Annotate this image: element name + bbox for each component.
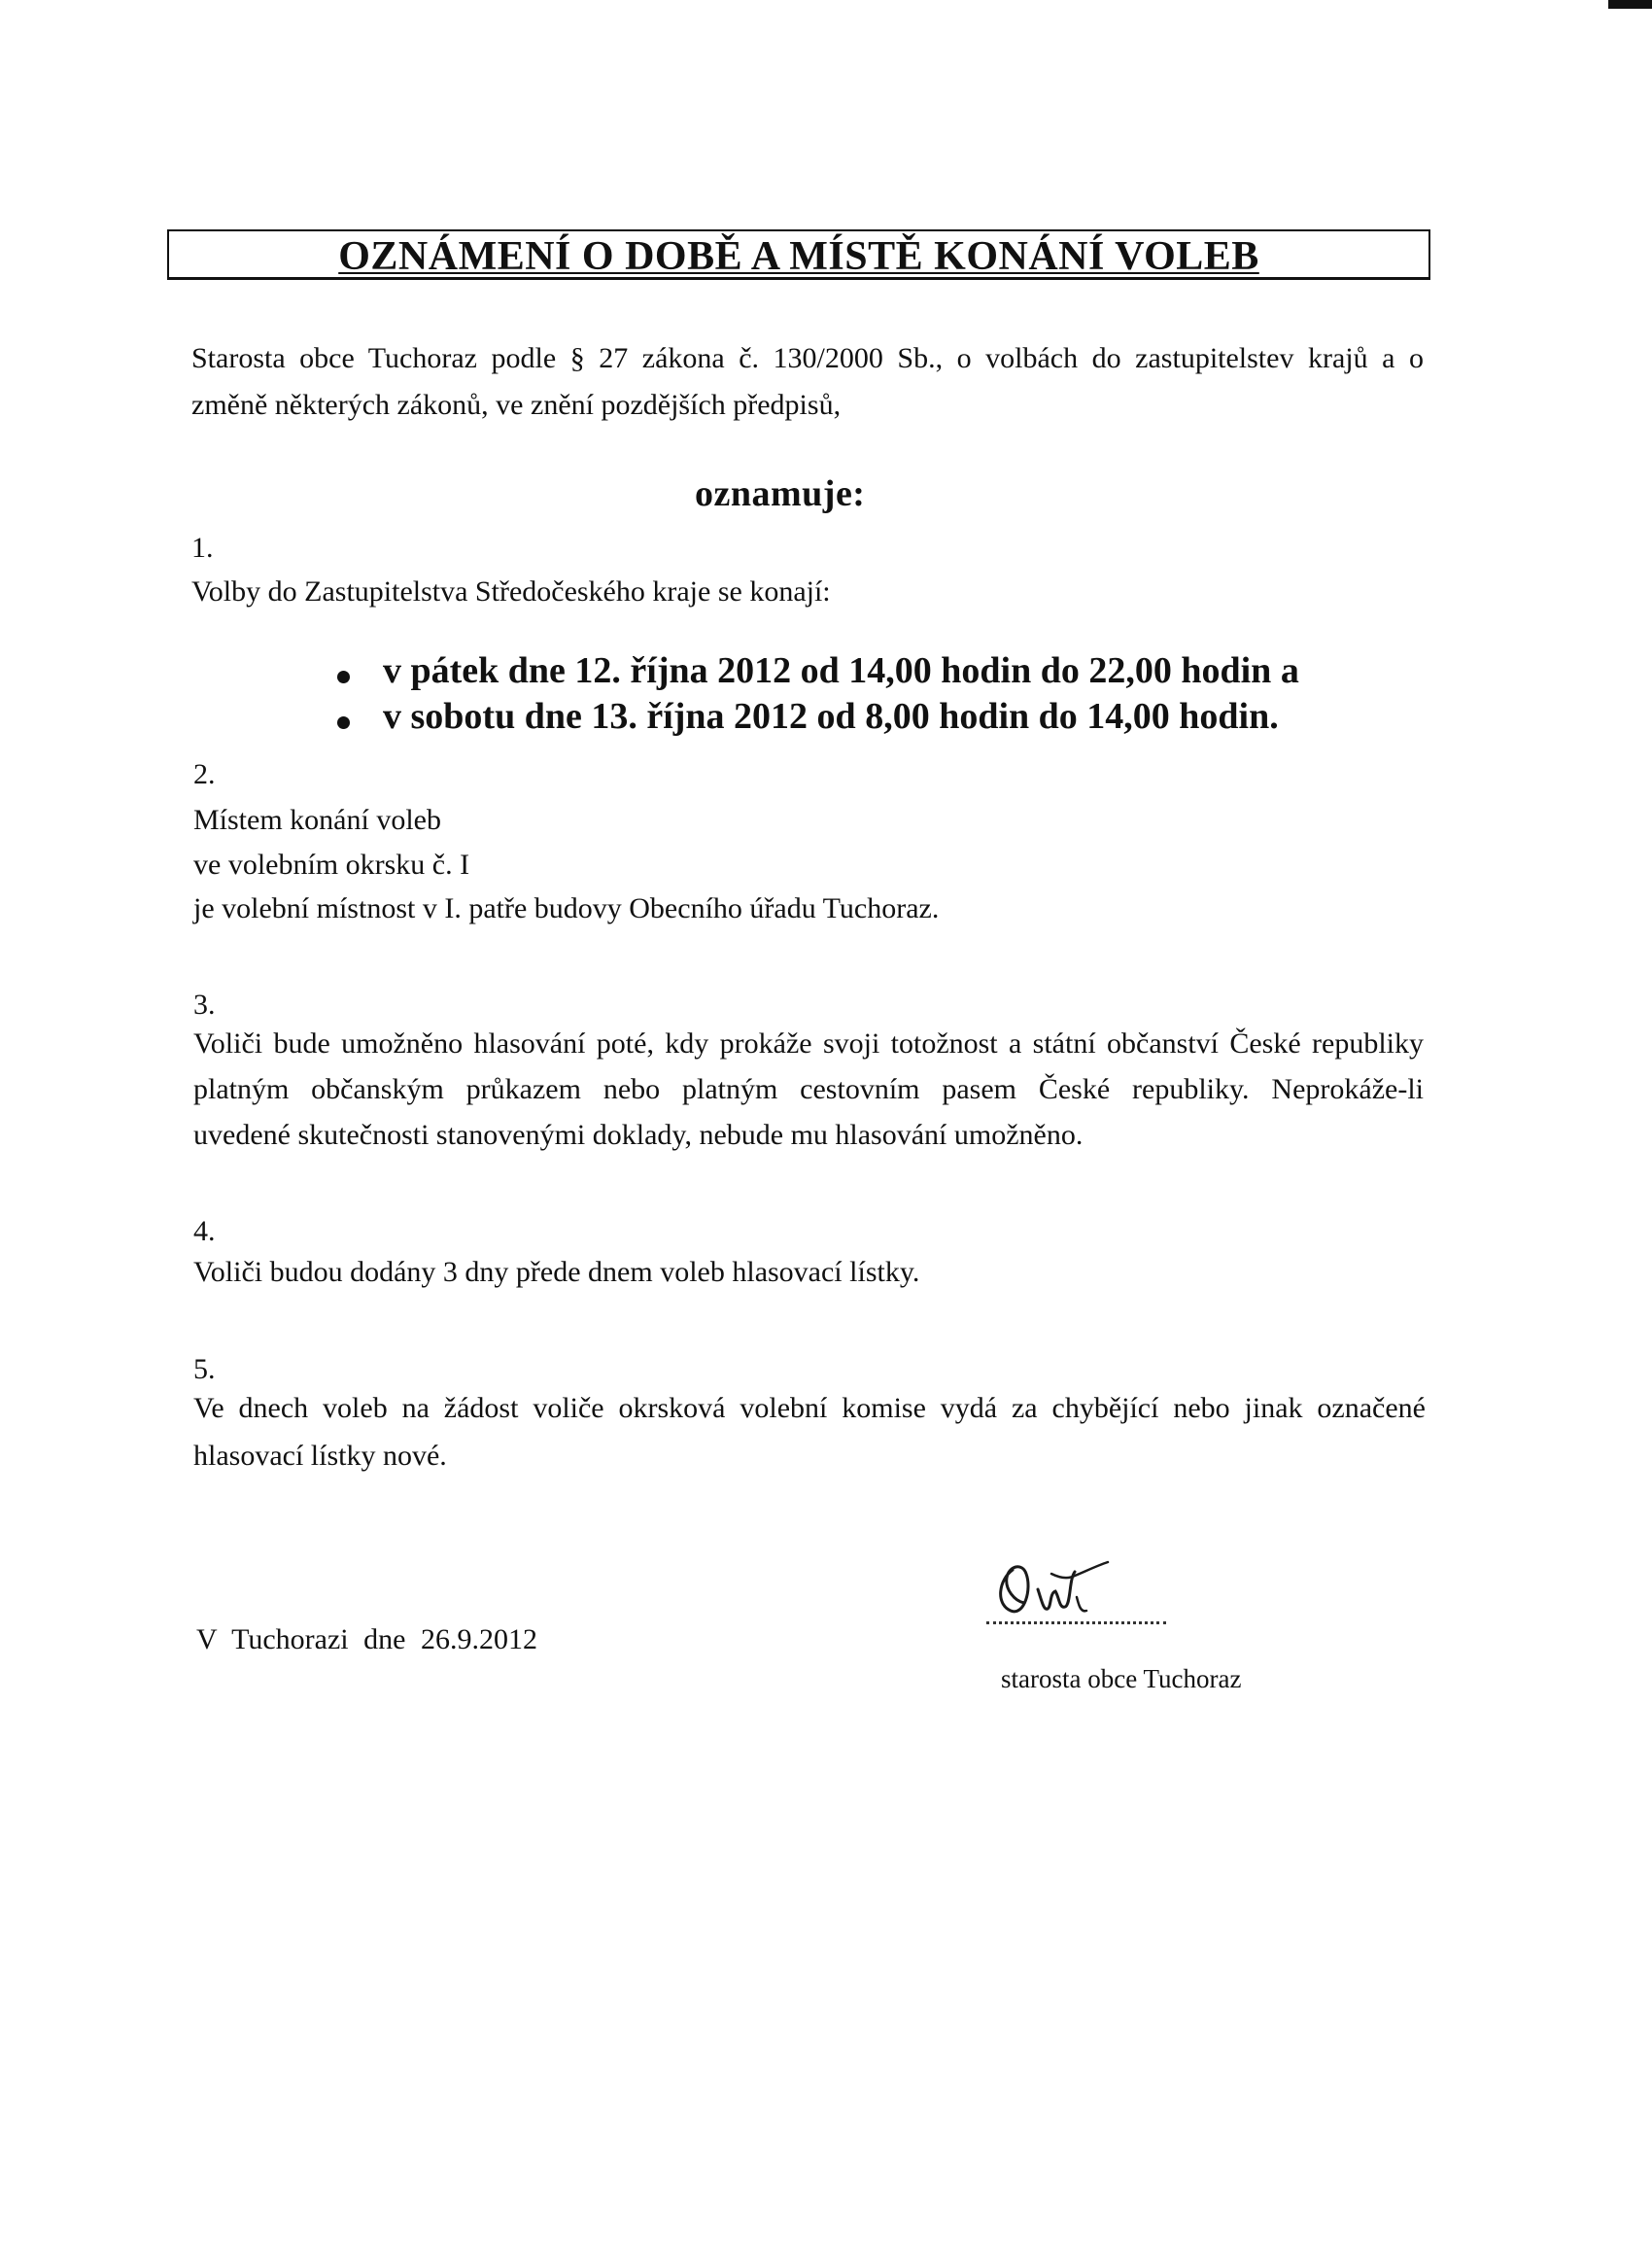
section-number-2: 2. [193, 758, 216, 790]
section-2-line-3: je volební místnost v I. patře budovy Obecního úřadu Tuchoraz. [193, 892, 940, 924]
section-4-line-1: Voliči budou dodány 3 dny přede dnem voleb hlasovací lístky. [193, 1256, 920, 1288]
section-3-line-3: uvedené skutečnosti stanovenými doklady, nebude mu hlasování umožněno. [193, 1119, 1084, 1151]
intro-line-1: Starosta obce Tuchoraz podle § 27 zákona č. 130/2000 Sb., o volbách do zastupitelstev krajů a o [191, 342, 1424, 374]
bullet-dot-2 [337, 716, 350, 729]
bullet-dot-1 [337, 671, 350, 683]
section-5-line-2: hlasovací lístky nové. [193, 1440, 447, 1472]
signature-image [991, 1550, 1176, 1628]
place-and-date: V Tuchorazi dne 26.9.2012 [196, 1623, 537, 1655]
signature-caption: starosta obce Tuchoraz [1001, 1664, 1242, 1693]
election-date-friday: v pátek dne 12. října 2012 od 14,00 hodin do 22,00 hodin a [383, 650, 1299, 691]
document-title: OZNÁMENÍ O DOBĚ A MÍSTĚ KONÁNÍ VOLEB [338, 234, 1259, 279]
section-3-line-2: platným občanským průkazem nebo platným cestovním pasem České republiky. Neprokáže-li [193, 1073, 1424, 1105]
section-2-line-2: ve volebním okrsku č. I [193, 849, 470, 881]
announces-heading: oznamuje: [695, 473, 866, 514]
section-2-line-1: Místem konání voleb [193, 804, 441, 836]
section-1-line-1: Volby do Zastupitelstva Středočeského kraje se konají: [191, 575, 831, 608]
section-number-4: 4. [193, 1215, 216, 1247]
scan-corner-mark [1608, 0, 1652, 9]
title-frame [167, 229, 1430, 280]
election-date-saturday: v sobotu dne 13. října 2012 od 8,00 hodin do 14,00 hodin. [383, 696, 1279, 737]
section-number-1: 1. [191, 532, 214, 564]
signature-line [986, 1621, 1166, 1624]
section-number-3: 3. [193, 989, 216, 1021]
section-3-line-1: Voliči bude umožněno hlasování poté, kdy prokáže svoji totožnost a státní občanství České republiky [193, 1027, 1424, 1060]
intro-line-2: změně některých zákonů, ve znění pozdějších předpisů, [191, 389, 842, 421]
section-number-5: 5. [193, 1353, 216, 1385]
section-5-line-1: Ve dnech voleb na žádost voliče okrsková volební komise vydá za chybějící nebo jinak označené [193, 1392, 1426, 1424]
